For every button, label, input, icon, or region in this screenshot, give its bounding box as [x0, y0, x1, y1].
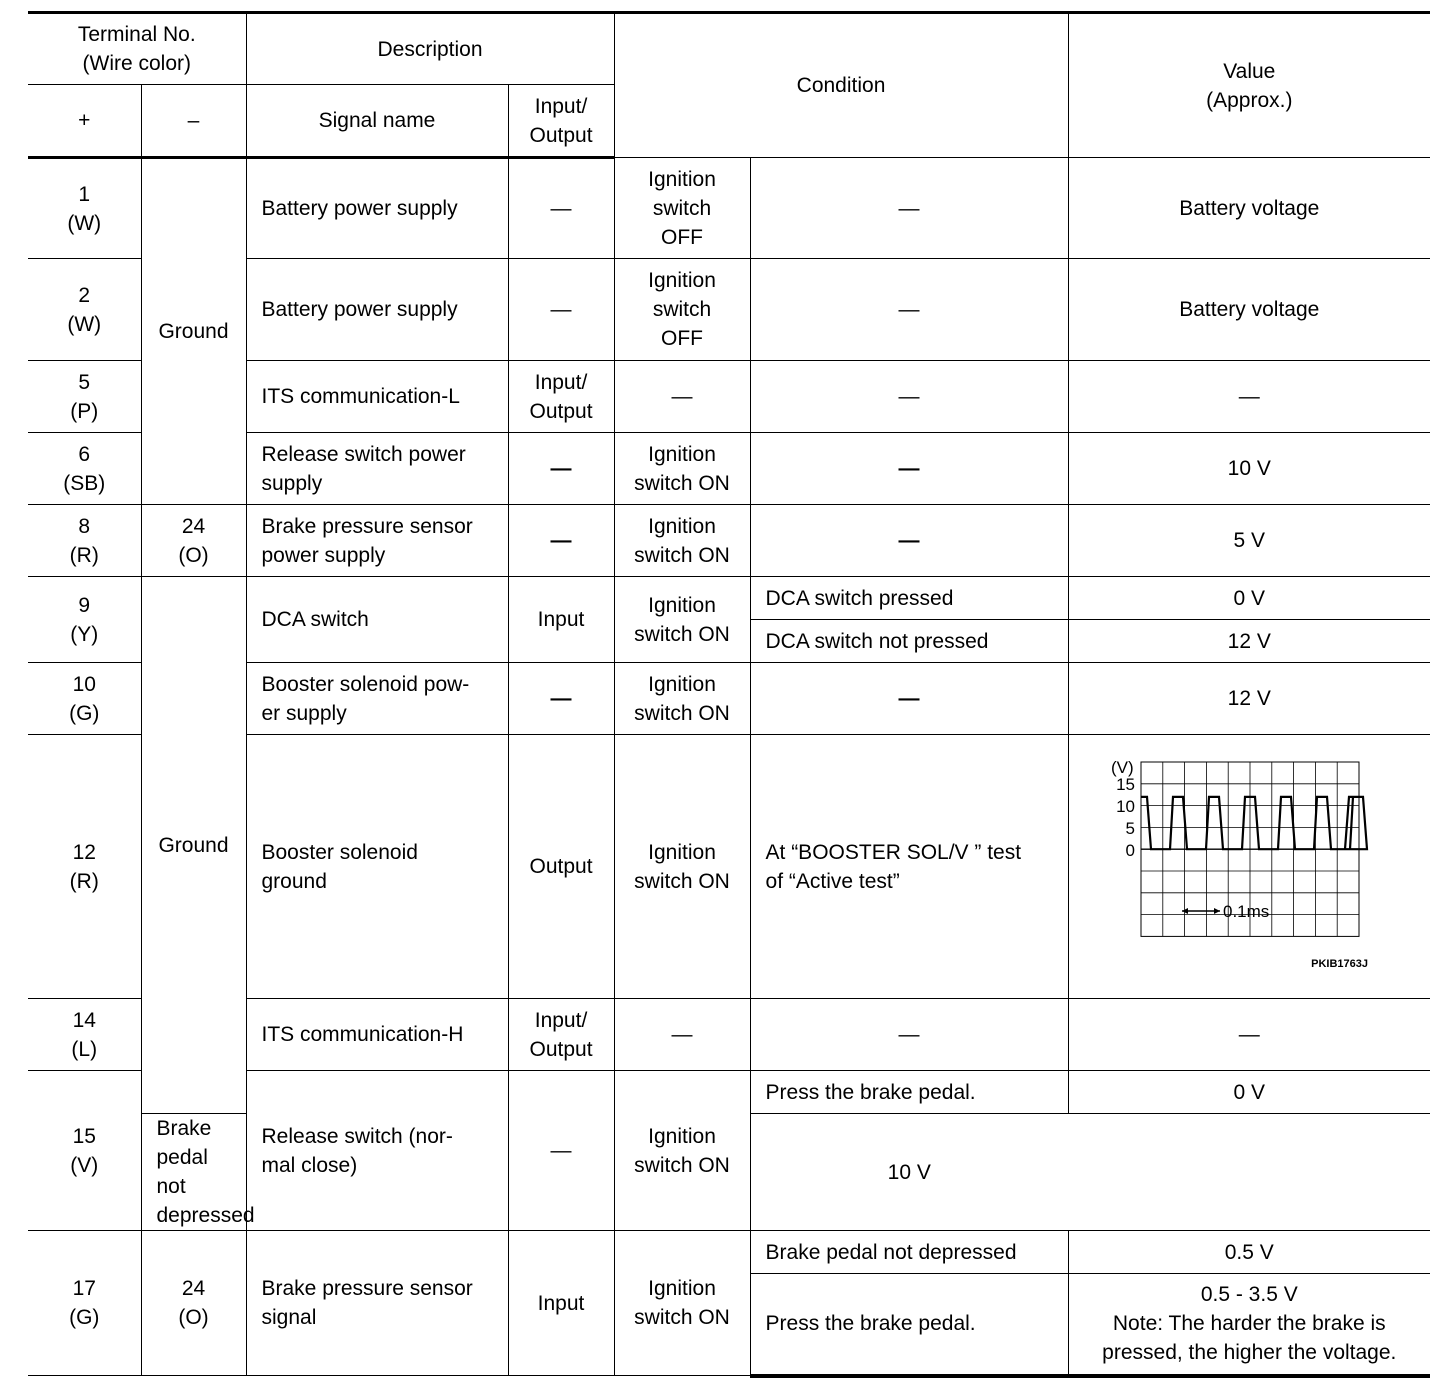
condition-header: Condition: [614, 13, 1068, 158]
condition-cell: Press the brake pedal.: [750, 1274, 1068, 1376]
io-cell: —: [508, 433, 614, 505]
time-label: 0.1ms: [1223, 901, 1270, 921]
table-row: [28, 505, 1430, 577]
terminal-number: 1 (W): [28, 158, 141, 259]
condition-cell: DCA switch pressed: [750, 577, 1068, 620]
condition-cell: —: [750, 505, 1068, 577]
io-cell: —: [508, 259, 614, 361]
io-cell: Output: [508, 735, 614, 999]
ignition-cell: Ignition switch ON: [614, 577, 750, 663]
condition-cell: DCA switch not pressed: [750, 620, 1068, 663]
signal-name: Battery power supply: [246, 158, 508, 259]
io-cell: —: [508, 1071, 614, 1231]
terminal-no-header: Terminal No. (Wire color): [28, 13, 246, 85]
waveform-figure: [1111, 757, 1384, 977]
ignition-cell: —: [614, 361, 750, 433]
condition-cell: Brake pedal not depressed: [141, 1114, 246, 1231]
ground-cell: Ground: [141, 158, 246, 505]
condition-cell: —: [750, 259, 1068, 361]
value-cell: 5 V: [1068, 505, 1430, 577]
ignition-cell: Ignition switch ON: [614, 663, 750, 735]
value-cell: Battery voltage: [1068, 158, 1430, 259]
signal-name: Release switch (nor- mal close): [246, 1071, 508, 1231]
signal-name: ITS communication-H: [246, 999, 508, 1071]
condition-cell: —: [750, 361, 1068, 433]
terminal-table: [28, 11, 1430, 1378]
value-cell: Battery voltage: [1068, 259, 1430, 361]
value-cell: [1068, 735, 1430, 999]
table-row: [28, 1231, 1430, 1274]
value-header: Value (Approx.): [1068, 13, 1430, 158]
ignition-cell: Ignition switch ON: [614, 735, 750, 999]
condition-cell: —: [750, 663, 1068, 735]
condition-cell: —: [750, 999, 1068, 1071]
y-tick-label: 15: [1116, 774, 1136, 794]
condition-cell: At “BOOSTER SOL/V ” test of “Active test”: [750, 735, 1068, 999]
value-cell: 10 V: [750, 1114, 1068, 1231]
signal-name: Booster solenoid ground: [246, 735, 508, 999]
value-cell: 0 V: [1068, 1071, 1430, 1114]
unit-label: (V): [1111, 757, 1134, 777]
terminal-number: 5 (P): [28, 361, 141, 433]
waveform-trace: [1141, 796, 1367, 848]
terminal-number: 9 (Y): [28, 577, 141, 663]
table-row: [28, 577, 1430, 620]
io-header: Input/ Output: [508, 85, 614, 158]
value-cell: —: [1068, 361, 1430, 433]
io-cell: Input/ Output: [508, 361, 614, 433]
terminal-number: 10 (G): [28, 663, 141, 735]
condition-cell: Brake pedal not depressed: [750, 1231, 1068, 1274]
minus-header: –: [141, 85, 246, 158]
ignition-cell: Ignition switch ON: [614, 433, 750, 505]
y-tick-label: 10: [1116, 796, 1136, 816]
signal-name: Booster solenoid pow- er supply: [246, 663, 508, 735]
ignition-cell: Ignition switch ON: [614, 1071, 750, 1231]
io-cell: —: [508, 663, 614, 735]
terminal-number: 6 (SB): [28, 433, 141, 505]
terminal-number: 14 (L): [28, 999, 141, 1071]
ignition-cell: Ignition switch ON: [614, 1231, 750, 1376]
io-cell: Input: [508, 1231, 614, 1376]
io-cell: Input/ Output: [508, 999, 614, 1071]
y-tick-label: 0: [1125, 840, 1136, 860]
signal-name: ITS communication-L: [246, 361, 508, 433]
value-cell: 0.5 - 3.5 V Note: The harder the brake is pressed, the higher the voltage.: [1068, 1274, 1430, 1376]
signal-name: Brake pressure sensor power supply: [246, 505, 508, 577]
signal-name: Battery power supply: [246, 259, 508, 361]
minus-terminal: 24 (O): [141, 1231, 246, 1376]
value-cell: —: [1068, 999, 1430, 1071]
terminal-number: 8 (R): [28, 505, 141, 577]
condition-cell: —: [750, 158, 1068, 259]
value-cell: 0 V: [1068, 577, 1430, 620]
y-tick-label: 5: [1125, 818, 1136, 838]
signal-name: Brake pressure sensor signal: [246, 1231, 508, 1376]
io-cell: —: [508, 158, 614, 259]
value-cell: 12 V: [1068, 620, 1430, 663]
value-cell: 12 V: [1068, 663, 1430, 735]
condition-cell: —: [750, 433, 1068, 505]
io-cell: Input: [508, 577, 614, 663]
time-arrow: [1182, 908, 1220, 914]
value-cell: 0.5 V: [1068, 1231, 1430, 1274]
signal-name-header: Signal name: [246, 85, 508, 158]
io-cell: —: [508, 505, 614, 577]
ignition-cell: —: [614, 999, 750, 1071]
signal-name: Release switch power supply: [246, 433, 508, 505]
ignition-cell: Ignition switch OFF: [614, 259, 750, 361]
ignition-cell: Ignition switch OFF: [614, 158, 750, 259]
plus-header: +: [28, 85, 141, 158]
table-row: [28, 158, 1430, 259]
terminal-number: 17 (G): [28, 1231, 141, 1376]
signal-name: DCA switch: [246, 577, 508, 663]
minus-terminal: 24 (O): [141, 505, 246, 577]
description-header: Description: [246, 13, 614, 85]
ground-cell: Ground: [141, 577, 246, 1114]
waveform-svg: [1111, 757, 1384, 977]
condition-cell: Press the brake pedal.: [750, 1071, 1068, 1114]
ignition-cell: Ignition switch ON: [614, 505, 750, 577]
terminal-number: 15 (V): [28, 1071, 141, 1231]
terminal-number: 2 (W): [28, 259, 141, 361]
terminal-number: 12 (R): [28, 735, 141, 999]
value-cell: 10 V: [1068, 433, 1430, 505]
figure-code: PKIB1763J: [1311, 957, 1369, 970]
